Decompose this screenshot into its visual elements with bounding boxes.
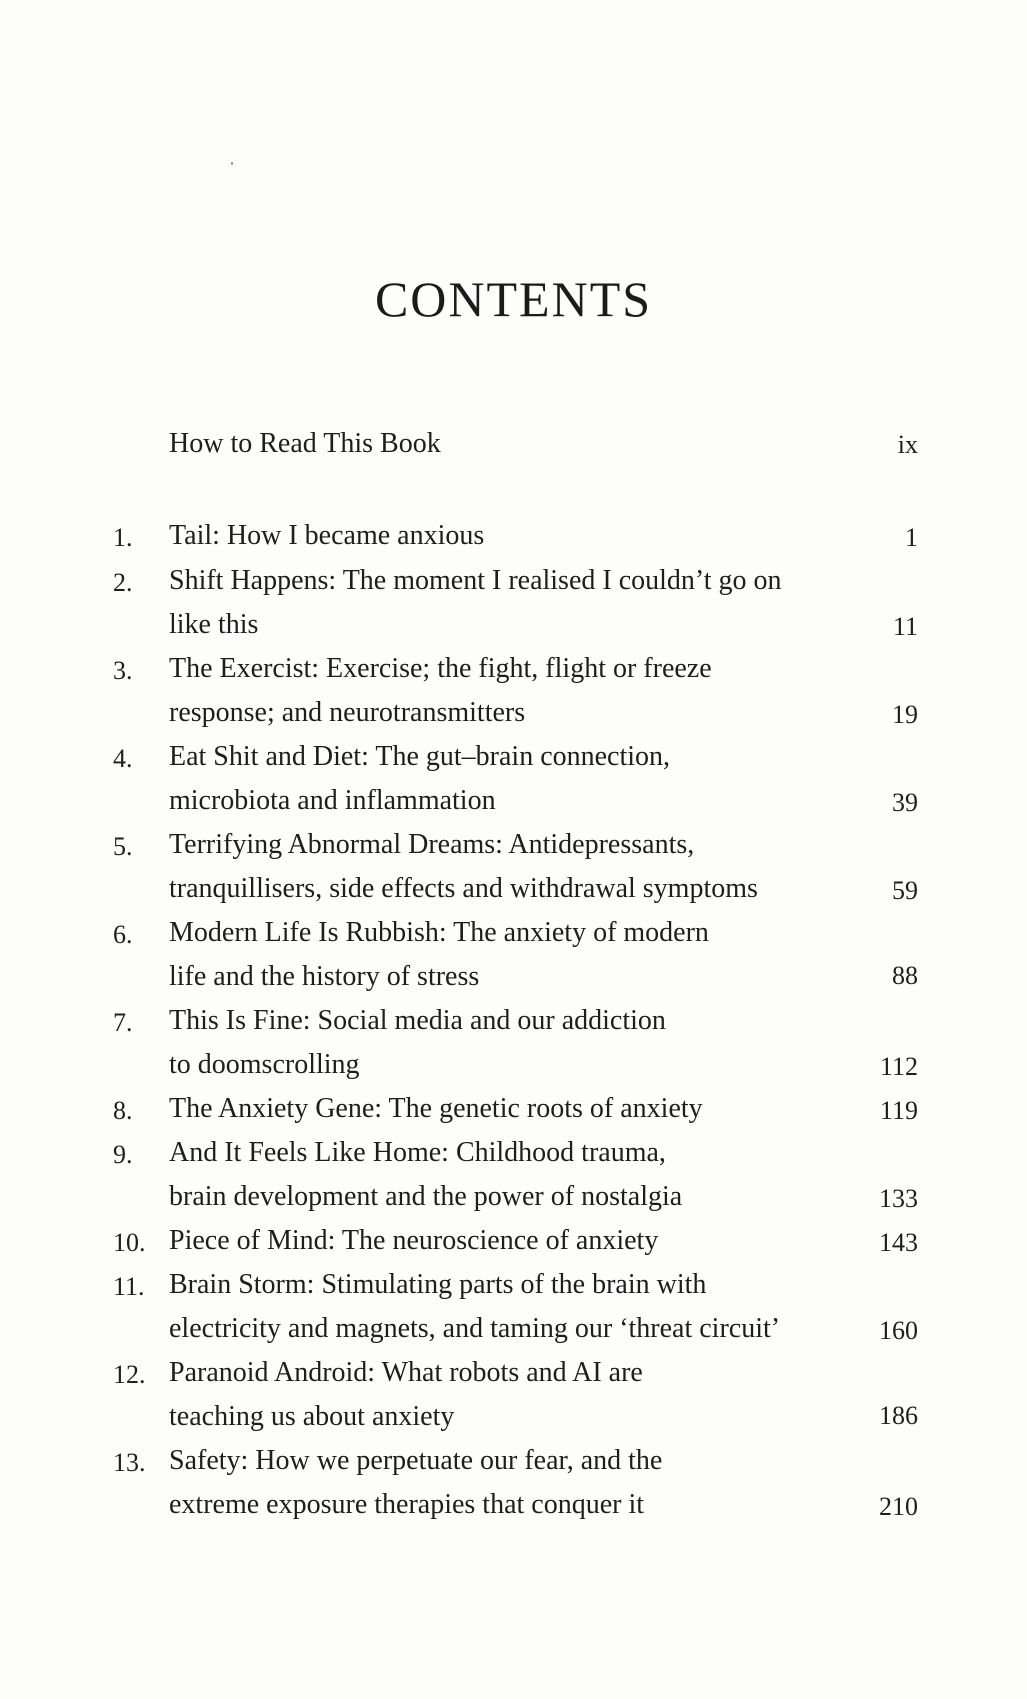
chapter-number: 12.	[113, 1360, 146, 1389]
chapter-title-line: extreme exposure therapies that conquer it	[169, 1489, 645, 1520]
chapter-title-line: Tail: How I became anxious	[169, 520, 485, 551]
chapter-number: 6.	[113, 920, 133, 949]
chapter-number: 1.	[113, 523, 133, 552]
chapter-title-line: electricity and magnets, and taming our ‘threat circuit’	[169, 1313, 781, 1344]
chapter-number: 13.	[113, 1448, 146, 1477]
chapter-title-line: Brain Storm: Stimulating parts of the brain with	[169, 1269, 707, 1300]
chapter-title-line: microbiota and inflammation	[169, 785, 496, 816]
chapter-page: 59	[892, 876, 918, 905]
chapter-number: 8.	[113, 1096, 133, 1125]
chapter-title-line: Modern Life Is Rubbish: The anxiety of modern	[169, 917, 709, 948]
chapter-page: 186	[879, 1401, 918, 1430]
chapter-title-line: Paranoid Android: What robots and AI are	[169, 1357, 643, 1388]
chapter-page: 143	[879, 1228, 918, 1257]
chapter-number: 3.	[113, 656, 133, 685]
chapter-title-line: to doomscrolling	[169, 1049, 360, 1080]
chapter-title-line: teaching us about anxiety	[169, 1401, 455, 1432]
chapter-title-line: Eat Shit and Diet: The gut–brain connection,	[169, 741, 671, 772]
chapter-number: 11.	[113, 1272, 145, 1301]
chapter-title-line: Shift Happens: The moment I realised I couldn’t go on	[169, 565, 782, 596]
chapter-number: 5.	[113, 832, 133, 861]
chapter-page: 119	[879, 1096, 918, 1125]
chapter-page: 160	[879, 1316, 918, 1345]
chapter-title-line: Terrifying Abnormal Dreams: Antidepressants,	[169, 829, 695, 860]
chapter-number: 4.	[113, 744, 133, 773]
chapter-title-line: like this	[169, 609, 259, 640]
chapter-title-line: brain development and the power of nostalgia	[169, 1181, 683, 1212]
chapter-page: 112	[879, 1052, 918, 1081]
chapter-title-line: The Anxiety Gene: The genetic roots of anxiety	[169, 1093, 703, 1124]
chapter-page: 39	[892, 788, 918, 817]
chapter-title-line: The Exercist: Exercise; the fight, flight or freeze	[169, 653, 712, 684]
chapter-page: 133	[879, 1184, 918, 1213]
chapter-number: 7.	[113, 1008, 133, 1037]
toc-entry-title: How to Read This Book	[169, 428, 441, 459]
chapter-title-line: This Is Fine: Social media and our addiction	[169, 1005, 666, 1036]
chapter-number: 10.	[113, 1228, 146, 1257]
chapter-title-line: And It Feels Like Home: Childhood trauma,	[169, 1137, 666, 1168]
chapter-title-line: response; and neurotransmitters	[169, 697, 526, 728]
chapter-page: 19	[892, 700, 918, 729]
chapter-number: 2.	[113, 568, 133, 597]
toc-entry-page: ix	[897, 430, 918, 459]
chapter-page: 210	[879, 1492, 918, 1521]
chapter-title-line: Safety: How we perpetuate our fear, and the	[169, 1445, 663, 1476]
chapter-number: 9.	[113, 1140, 133, 1169]
chapter-title-line: life and the history of stress	[169, 961, 480, 992]
chapter-title-line: tranquillisers, side effects and withdrawal symptoms	[169, 873, 758, 904]
chapter-page: 88	[892, 961, 918, 990]
chapter-title-line: Piece of Mind: The neuroscience of anxiety	[169, 1225, 659, 1256]
chapter-page: 11	[892, 612, 918, 641]
chapter-page: 1	[905, 523, 918, 552]
page-title: CONTENTS	[374, 271, 653, 327]
